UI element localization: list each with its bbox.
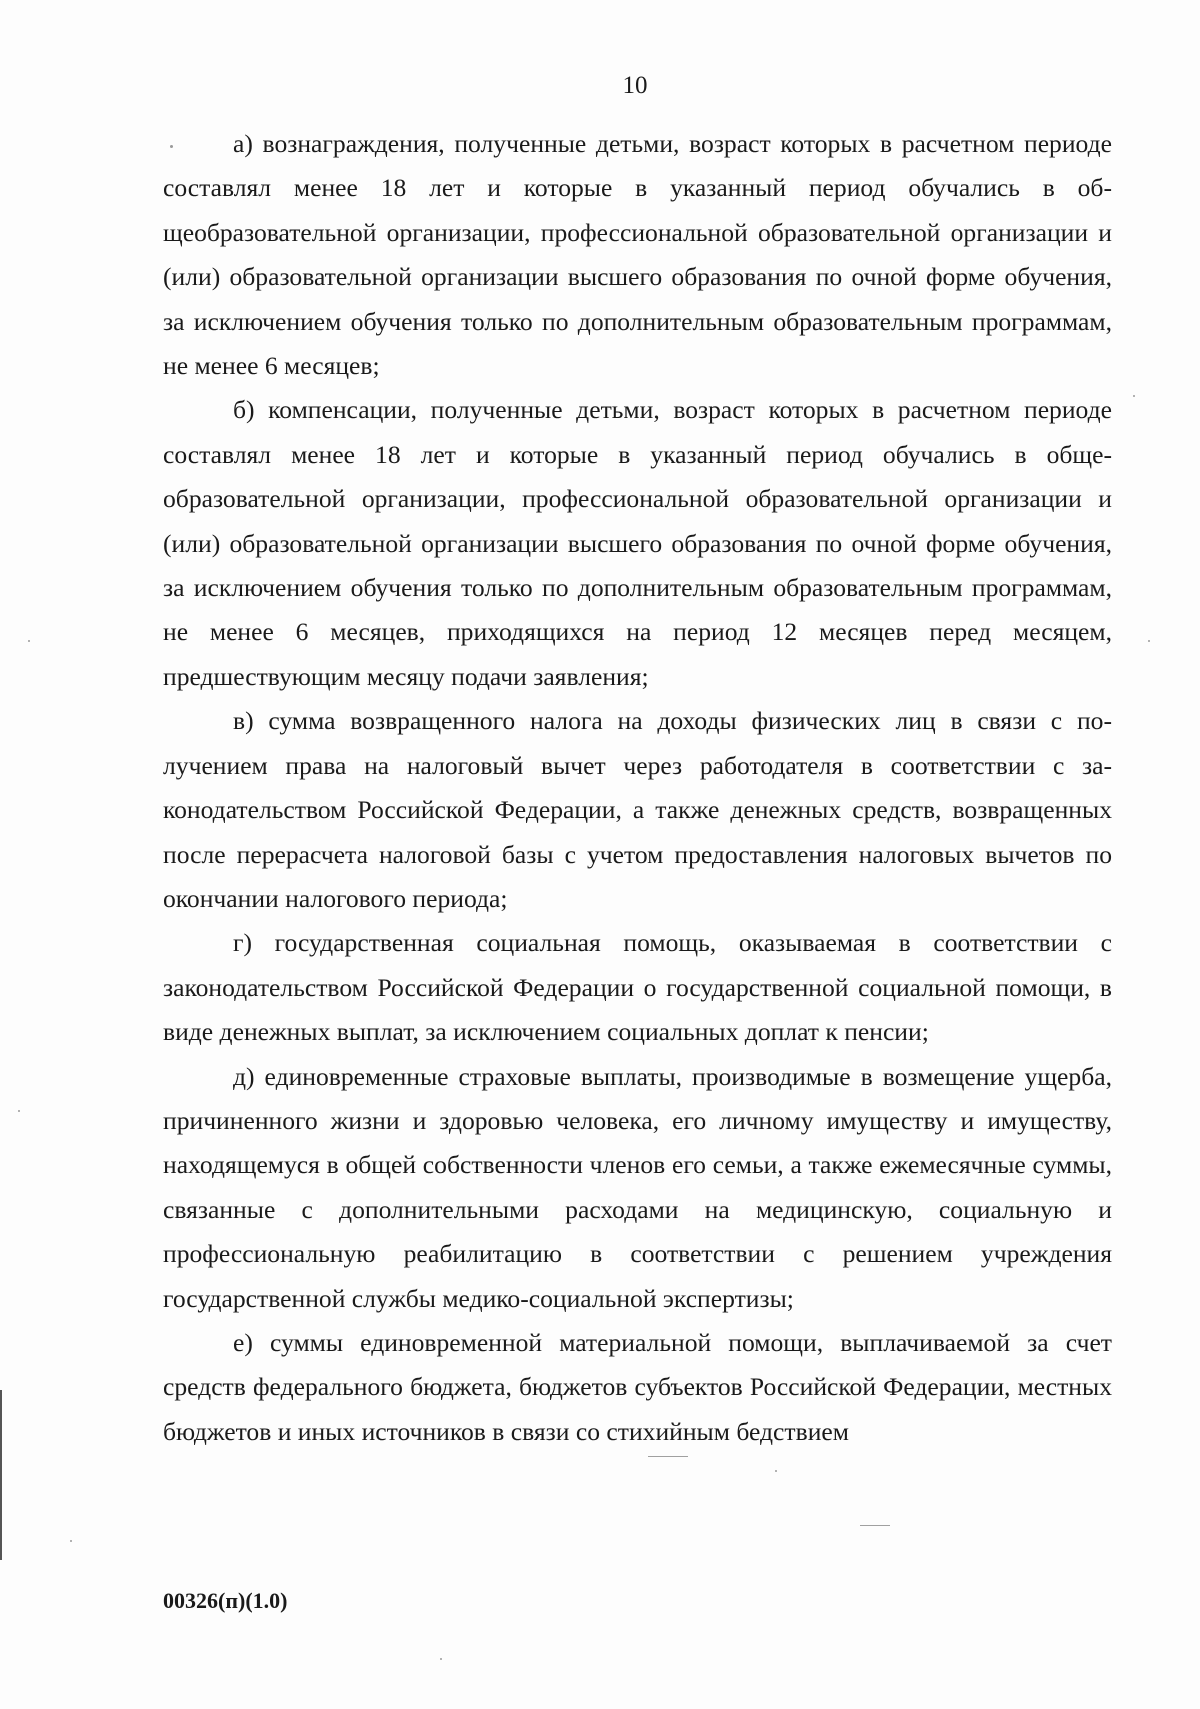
paragraph-e: е) суммы единовременной материальной помощи, выплачиваемой за счет средств федерального бюджета, бюджетов субъектов Российской Федерации, местных бюджетов и иных источников в связи со стихийным бедствием [163,1327,1112,1446]
scan-speck [1148,640,1150,642]
scan-speck [440,1658,442,1660]
document-code: 00326(п)(1.0) [163,1588,288,1613]
paragraph-g: г) государственная социальная помощь, оказываемая в соответствии с законодательством Российской Федерации о государственной социальной помощи, в виде денежных выплат, за исключением социальных доплат к пенсии; [163,928,1112,1047]
paragraph-d: д) единовременные страховые выплаты, производимые в возмещение ущерба, причиненного жизни и здоровью человека, его личному имуществу и имуществу, находящемуся в общей собственности членов его семьи, а также ежемесячные суммы, связанные с дополнительными расходами на медицинскую, социальную и профессиональную реабилитацию в соответствии с решением учреждения государственной службы медико-социальной экспертизы; [163,1061,1112,1313]
scan-speck [170,145,173,148]
scan-speck [28,640,30,642]
page-number: 10 [622,72,648,99]
document-body [163,122,1112,1454]
scan-speck [775,1470,777,1472]
scan-mark [860,1525,890,1526]
scan-speck [70,1540,72,1542]
scan-edge-line [0,1390,2,1560]
scan-speck [1133,395,1135,397]
paragraph-b: б) компенсации, полученные детьми, возраст которых в расчетном периоде составлял менее 18 лет и которые в указанный период обучались в общеобразовательной организации, профессиональной образовательной организации и (или) образовательной организации высшего образования по очной форме обучения, за исключением обучения только по дополнительным образовательным программам, не менее 6 месяцев, приходящихся на период 12 месяцев перед месяцем, предшествующим месяцу подачи заявления; [163,395,1112,691]
scan-mark [648,1456,688,1457]
paragraph-v: в) сумма возвращенного налога на доходы физических лиц в связи с получением права на налоговый вычет через работодателя в соответствии с законодательством Российской Федерации, а также денежных средств, возвращенных после перерасчета налоговой базы с учетом предоставления налоговых вычетов по окончании налогового периода; [163,706,1112,913]
paragraph-a: а) вознаграждения, полученные детьми, возраст которых в расчетном периоде составлял менее 18 лет и которые в указанный период обучались в общеобразовательной организации, профессиональной образовательной организации и (или) образовательной организации высшего образования по очной форме обучения, за исключением обучения только по дополнительным образовательным программам, не менее 6 месяцев; [163,129,1112,381]
scan-speck [18,1110,20,1112]
